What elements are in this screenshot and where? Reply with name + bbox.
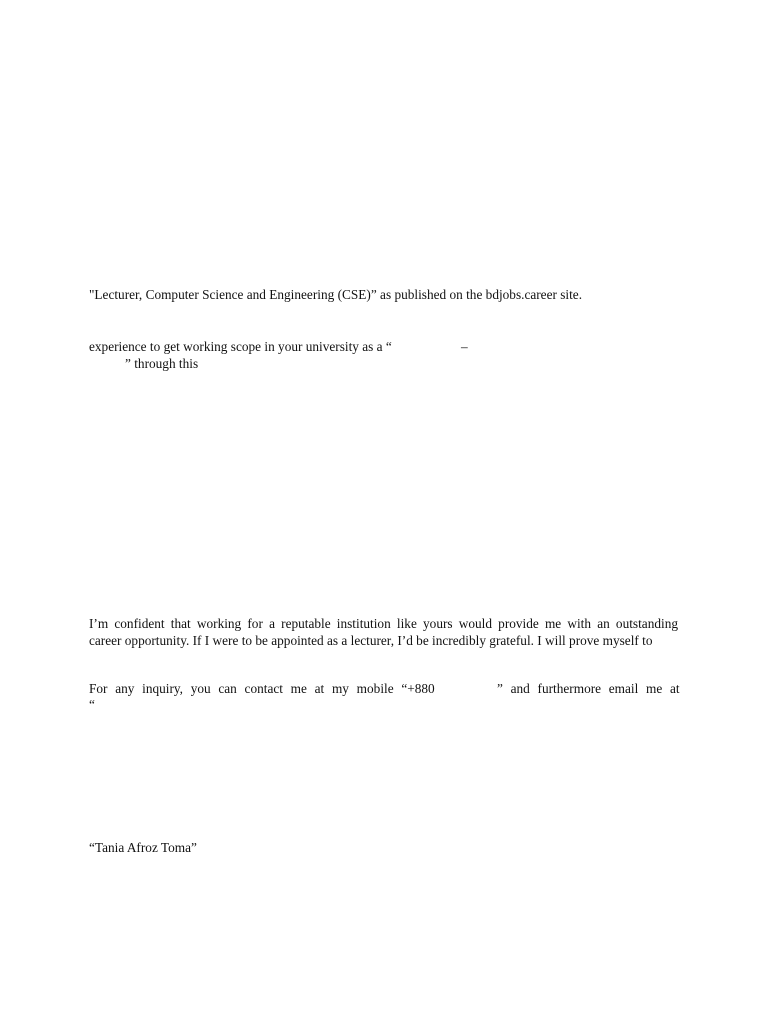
confidence-line-1: I’m confident that working for a reputable institution like yours would provide me with an outstanding xyxy=(89,616,678,631)
experience-continuation: ” through this xyxy=(125,356,199,371)
position-line: "Lecturer, Computer Science and Engineering (CSE)” as published on the bdjobs.career site. xyxy=(89,287,583,302)
contact-line-1-end: ” and furthermore email me at xyxy=(497,681,680,696)
contact-line-1-start: For any inquiry, you can contact me at my mobile “+880 xyxy=(89,681,435,696)
contact-line-2: “ xyxy=(89,697,95,712)
signature-name: “Tania Afroz Toma” xyxy=(89,840,197,855)
confidence-line-2: career opportunity. If I were to be appointed as a lecturer, I’d be incredibly grateful. I will prove myself to xyxy=(89,633,653,648)
experience-dash: – xyxy=(461,339,468,354)
experience-line: experience to get working scope in your university as a “ xyxy=(89,339,392,354)
